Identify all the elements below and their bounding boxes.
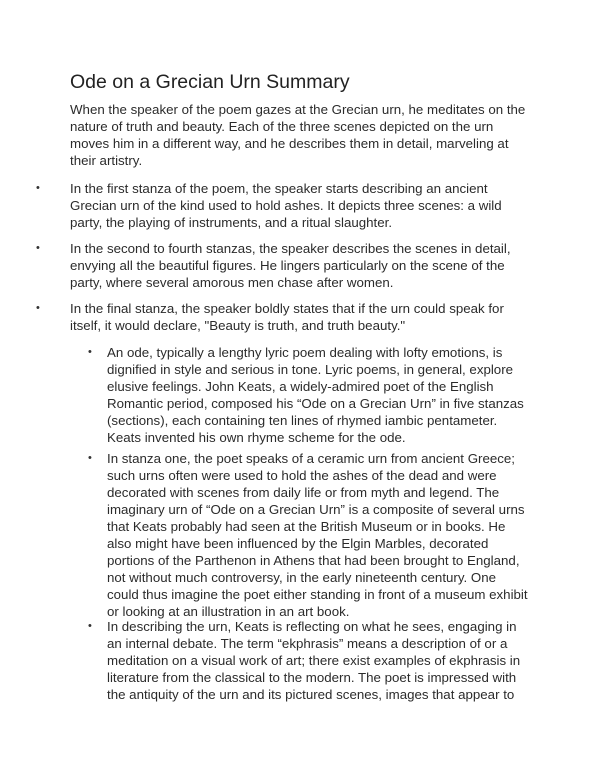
bullet-item-stanzas-two-four: In the second to fourth stanzas, the speaker describes the scenes in detail, envying all the beautiful figures. He lingers particularly on the scene of the party, where several amorous men chase after women. [70, 241, 511, 290]
intro-paragraph: When the speaker of the poem gazes at the Grecian urn, he meditates on the nature of truth and beauty. Each of the three scenes depicted on the urn moves him in a different way, and he describes them in detail, marveling at their artistry. [70, 102, 526, 168]
bullet-marker: • [36, 242, 40, 254]
sub-bullet-stanza-one-urn: In stanza one, the poet speaks of a ceramic urn from ancient Greece; such urns often were used to hold the ashes of the dead and were decorated with scenes from daily life or from myth and legend. The imaginary urn of “Ode on a Grecian Urn” is a composite of several urns that Keats probably had seen at the British Museum or in books. He also might have been influenced by the Elgin Marbles, decorated portions of the Parthenon in Athens that had been brought to England, not without much controversy, in the early nineteenth century. One could thus imagine the poet either standing in front of a museum exhibit or looking at an illustration in an art book. [107, 451, 528, 619]
sub-bullet-ode-definition: An ode, typically a lengthy lyric poem dealing with lofty emotions, is dignified in style and serious in tone. Lyric poems, in general, explore elusive feelings. John Keats, a widely-admired poet of the English Romantic period, composed his “Ode on a Grecian Urn” in five stanzas (sections), each containing ten lines of rhymed iambic pentameter. Keats invented his own rhyme scheme for the ode. [107, 345, 524, 445]
sub-bullet-marker: • [88, 620, 92, 632]
bullet-item-stanza-one: In the first stanza of the poem, the speaker starts describing an ancient Grecian urn of the kind used to hold ashes. It depicts three scenes: a wild party, the playing of instruments, and a ritual slaughter. [70, 181, 502, 230]
bullet-marker: • [36, 182, 40, 194]
sub-bullet-ekphrasis: In describing the urn, Keats is reflecting on what he sees, engaging in an internal debate. The term “ekphrasis” means a description of or a meditation on a visual work of art; there exist examples of ekphrasis in literature from the classical to the modern. The poet is impressed with the antiquity of the urn and its pictured scenes, images that appear to [107, 619, 521, 702]
bullet-marker: • [36, 302, 40, 314]
sub-bullet-marker: • [88, 452, 92, 464]
bullet-item-final-stanza: In the final stanza, the speaker boldly states that if the urn could speak for itself, it would declare, "Beauty is truth, and truth beauty." [70, 301, 504, 333]
sub-bullet-marker: • [88, 346, 92, 358]
document-title: Ode on a Grecian Urn Summary [70, 71, 350, 93]
